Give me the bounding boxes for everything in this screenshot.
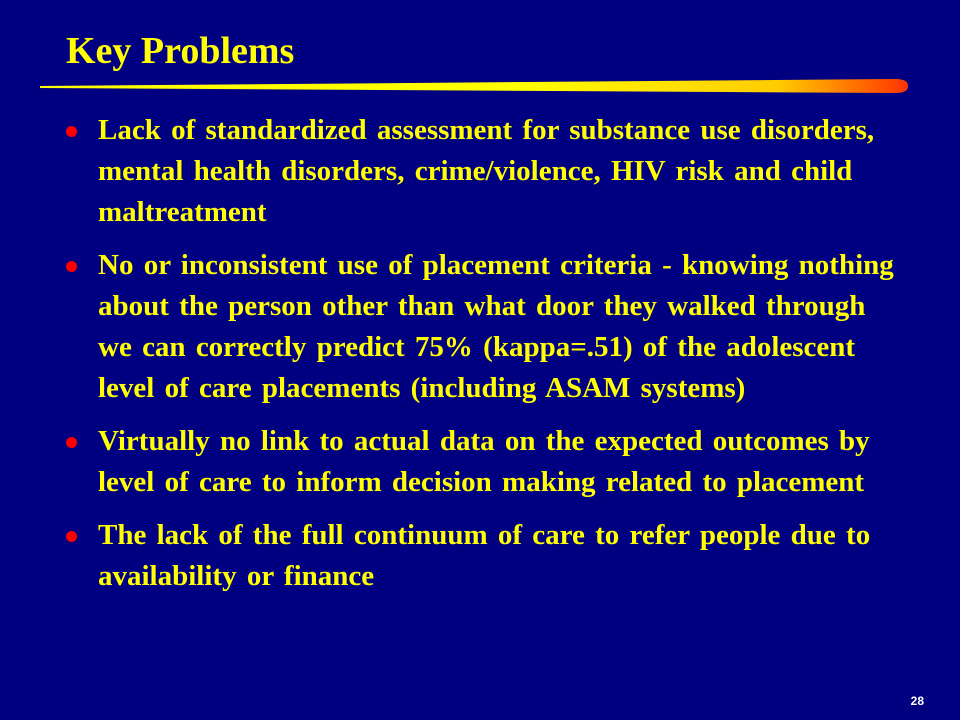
bullet-item xyxy=(0,515,960,597)
bullet-text: The lack of the full continuum of care to refer people due to availability or finance xyxy=(98,519,871,592)
bullet-dot-icon xyxy=(66,531,77,542)
bullet-text: Virtually no link to actual data on the expected outcomes by level of care to inform decision making related to placement xyxy=(98,425,870,498)
bullet-item xyxy=(0,245,960,409)
slide-title: Key Problems xyxy=(66,30,295,72)
bullet-text: No or inconsistent use of placement criteria - knowing nothing about the person other than what door they walked through we can correctly predict 75% (kappa=.51) of the adolescent level of care placements (including ASAM systems) xyxy=(98,249,894,404)
bullet-item xyxy=(0,110,960,233)
bullet-dot-icon xyxy=(66,261,77,272)
bullet-item xyxy=(0,421,960,503)
bullet-dot-icon xyxy=(66,437,77,448)
title-underline-rule xyxy=(40,78,908,98)
page-number: 28 xyxy=(910,694,924,708)
bullet-list xyxy=(0,110,960,609)
bullet-text: Lack of standardized assessment for substance use disorders, mental health disorders, crime/violence, HIV risk and child maltreatment xyxy=(98,114,875,228)
bullet-dot-icon xyxy=(66,126,77,137)
